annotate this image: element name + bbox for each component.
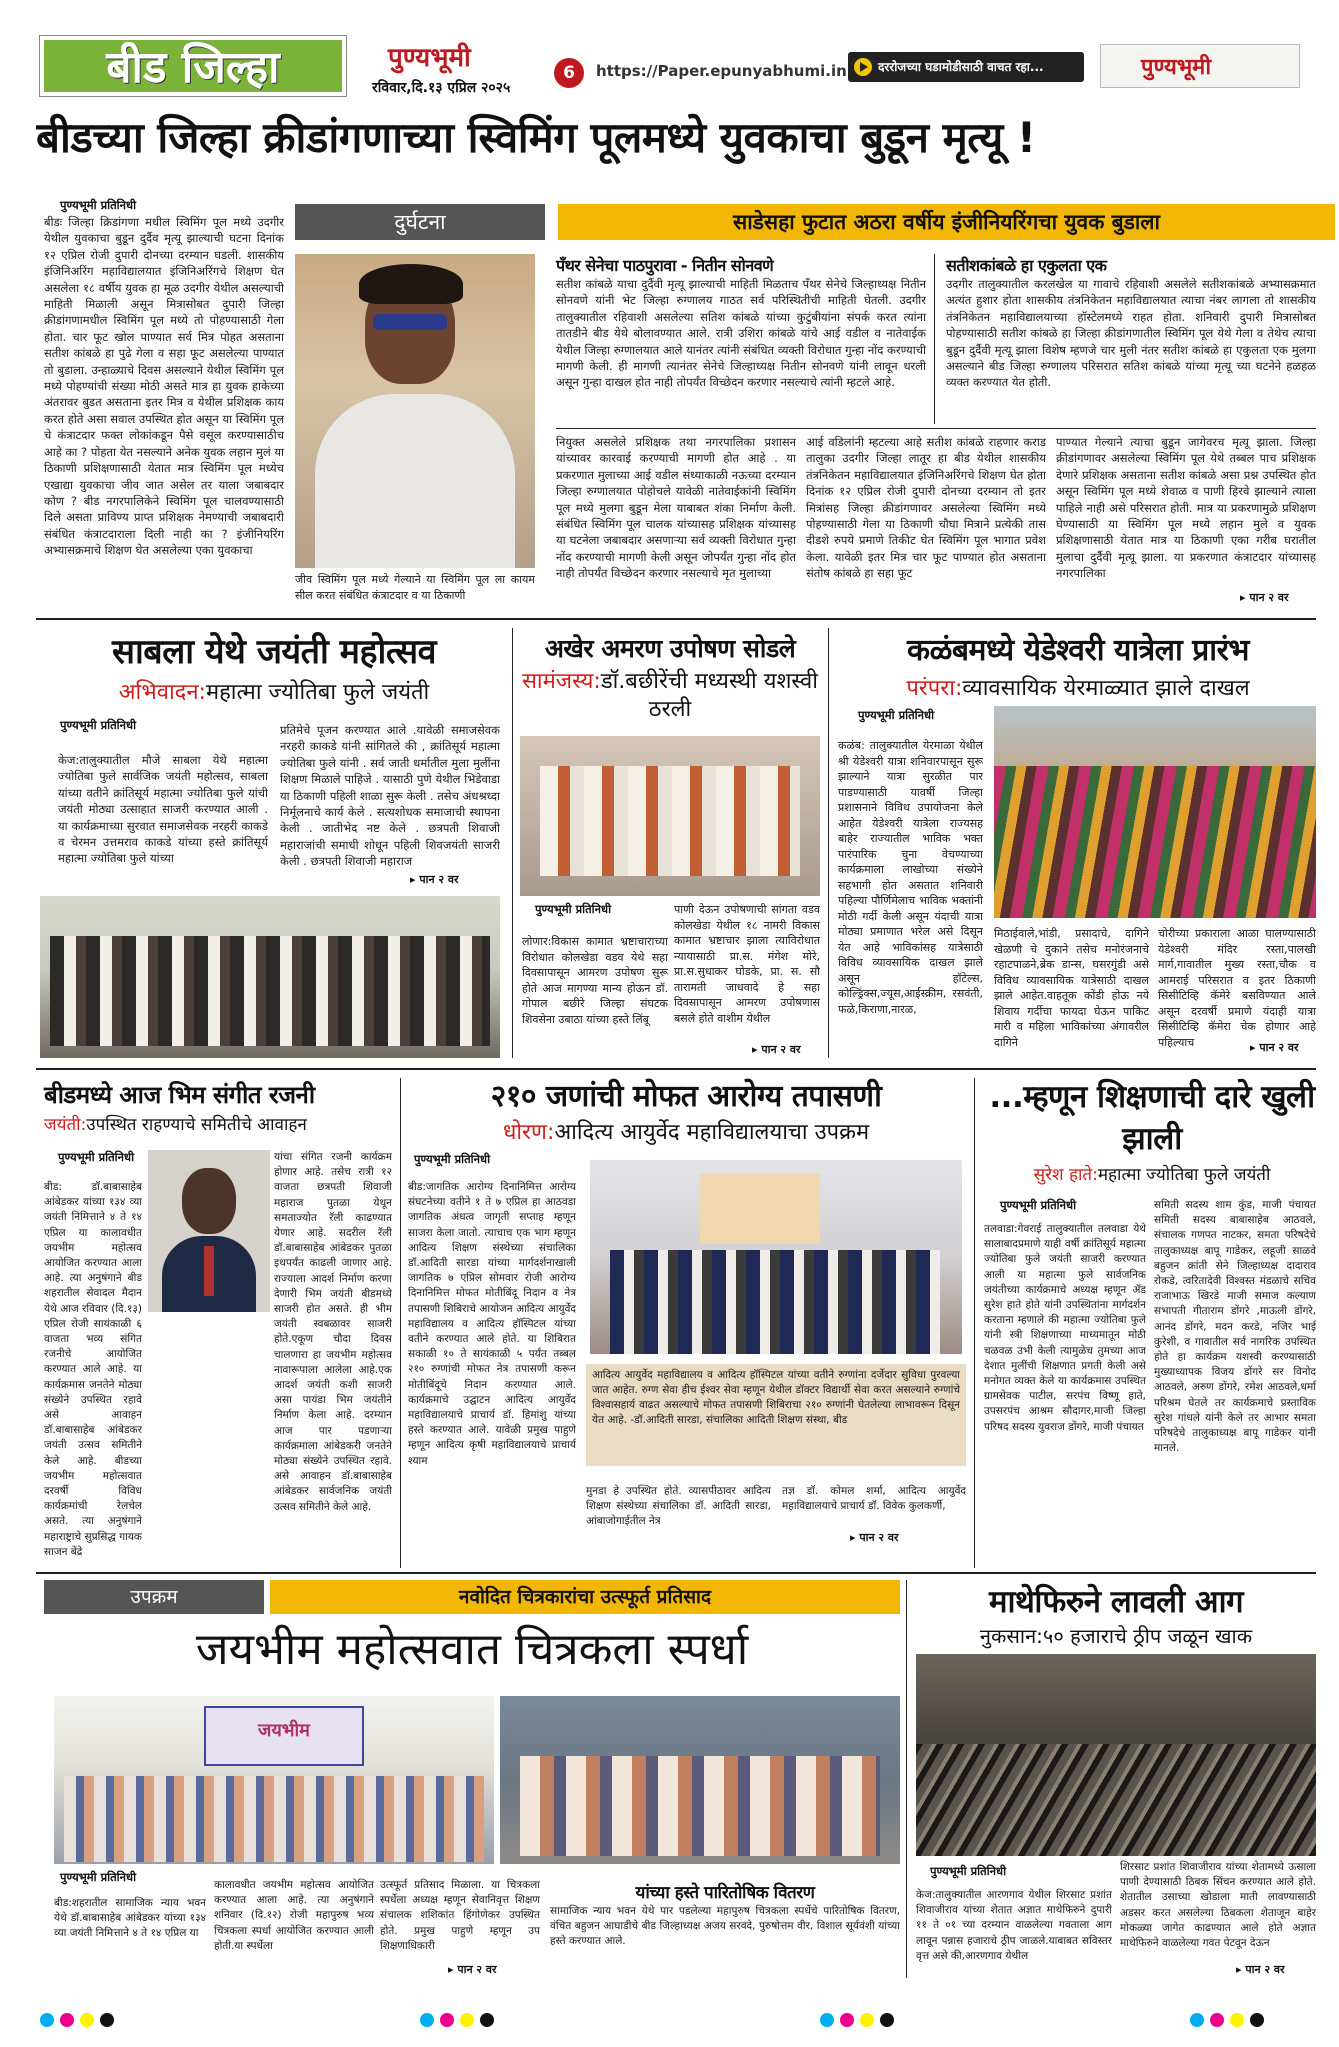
s2-kicker-text: डॉ.बछीरेंची मध्यस्थी यशस्वी ठरली [600,669,818,722]
lead-col2: सतीश कांबळे याचा दुर्दैवी मृत्यू झाल्याची माहिती मिळताच पँथर सेनेचे जिल्हाध्यक्ष नितीन सोनवणे यांनी भेट जिल्हा रुग्णालय गाठत सर्व परिस्थितीची माहिती घेतली. उदगीर तालुक्यातील रहिवाशी असलेल्या सतिश कांबळे यांच्या कुटुंबीयांना संपर्क करत त्यांना तातडीने बीड येथे बोलावण्यात आले. रात्री उशिरा कांबळे यांचे आई वडील व नातेवाईक येथील जिल्हा रुग्णालयात आले यानंतर त्यांनी संबंधित व्यक्ती विरोधात गुन्हा नोंद करण्याची मागणी केली. ही मागणी त्यानंतर सेनेचे जिल्हाध्यक्ष नितीन सोनवणे यांनी लावून धरली असून गुन्हा दाखल होत नाही तोपर्यंत विच्छेदन करणार नसल्याचे त्यांनी म्हटले आहे. [556,277,926,390]
vdivider-r3-b [974,1078,975,1568]
vdivider-r4 [906,1580,907,1978]
s7-continued[interactable]: ▸ पान २ वर [448,1963,497,1976]
portrait-shirt [315,394,515,568]
group-staff [610,1250,940,1354]
s4-kicker-text: उपस्थित राहण्याचे समितीचे आवाहन [86,1115,307,1135]
site-url[interactable]: https://Paper.epunyabhumi.in [596,62,847,80]
s2-byline: पुण्यभूमी प्रतिनिधी [535,902,612,916]
lead-headline: बीडच्या जिल्हा क्रीडांगणाच्या स्विमिंग पूलमध्ये युवकाचा बुडून मृत्यू ! [36,113,1036,162]
s8-photo-fire [916,1654,1316,1856]
registration-marks-mid2 [820,2012,900,2031]
s7-col2: कालावधीत जयभीम महोत्सव आयोजित करण्यात आला आहे. त्या अनुषंगाने शनिवार (दि.१२) रोजी महापुरुष भव्य चित्रकला स्पर्धा आयोजित करण्यात आली होती.या स्पर्धेला [214,1879,374,1952]
registration-marks [40,2012,120,2031]
lead-byline: पुण्यभूमी प्रतिनिधी [60,198,137,212]
s4-photo-ambedkar [148,1150,270,1312]
s3-col3: चोरीच्या प्रकाराला आळा घालण्यासाठी येडेश्वरी मंदिर रस्ता,पालखी मार्ग,गावातील मुख्य रस्ता,चौक व आमराई परिसरात व इतर ठिकाणी सिसीटिव्हि कॅमेरे बसविण्यात आले असून दरवर्षी प्रमाणे यंदाही यात्रा सिसीटिव्हि कॅमेरा चेक होणार आहे पहिल्याच [1158,927,1316,1049]
s1-headline: साबला येथे जयंती महोत्सव [112,632,436,672]
s5-col1: बीड:जागतिक आरोग्य दिनानिमित्त आरोग्य संघटनेच्या वतीने १ ते ७ एप्रिल हा आठवडा जागतिक अंधत्व जागृती सप्ताह म्हणून साजरा केला जातो. त्याचाच एक भाग म्हणून आदित्य शिक्षण संस्थेच्या संचालिका डॉ.आदिती सारडा यांच्या मार्गदर्शनाखाली जागतिक ७ एप्रिल सोमवार रोजी आरोग्य दिनानिमित्त मोफत मोतीबिंदू निदान व नेत्र तपासणी शिबिराचे आयोजन आदित्य आयुर्वेद महाविद्यालय व आदित्य हॉस्पिटल यांच्या वतीने करण्यात आले होते. या शिबिरात सकाळी १० ते सायंकाळी ५ पर्यंत तब्बल २१० रुग्णांची मोफत नेत्र तपासणी करून मोतीबिंदूचे निदान करण्यात आले. कार्यक्रमाचे उद्घाटन आदित्य आयुर्वेद महाविद्यालयाचे प्राचार्य डॉ. हिमांशु यांच्या हस्ते करण्यात आले. यावेळी प्रमुख पाहुणे म्हणून आदित्य कृषी महाविद्यालयाचे प्राचार्य श्याम [408,1181,576,1467]
lead-col6: पाण्यात गेल्याने त्याचा बुडून जागेवरच मृत्यू झाला. जिल्हा क्रीडांगणावर असलेल्या स्विमिंग पूल येथे तब्बल पाच प्रशिक्षक देणारे प्रशिक्षक असताना सतीश कांबळे असा प्रश्न उपस्थित होत असून स्विमिंग पूल मध्ये शेवाळ व पाणी हिरवे झाल्याने त्याला पाहिले नाही असे परिसरात होती. मात्र या प्रकरणामुळे प्रशिक्षण घेण्यासाठी या स्विमिंग पूल मध्ये लहान मुले व युवक प्रशिक्षणासाठी येतात मात्र या ठिकाणी एका गरीब घरातील मुलाचा दुर्दैवी मृत्यू झाला. या प्रकरणात कंत्राटदार यांच्यासह नगरपालिका [1056,435,1316,581]
divider-1 [36,618,1316,620]
s5-caption: आदित्य आयुर्वेद महाविद्यालय व आदित्य हॉस्पिटल यांच्या वतीने रुग्णांना दर्जेदार सुविधा पुरवल्या जात आहेत. रुग्ण सेवा हीच ईश्वर सेवा म्हणून येथील डॉक्टर विद्यार्थी सेवा करत असल्याने रुग्णांचे विश्वासहार्य वाढत असल्याचे मोफत तपासणी शिबिराचा २१० रुग्णांनी घेतलेल्या लाभावरून दिसून येत आहे. -डॉ.आदिती सारडा, संचालिका आदिती शिक्षण संस्था, बीड [586,1364,966,1466]
district-title: बीड जिल्हा [106,42,280,93]
s6-kicker-text: महात्मा ज्योतिबा फुले जयंती [1097,1165,1271,1185]
s1-col1: केज:तालुक्यातील मौजे साबला येथे महात्मा ज्योतिबा फुले सार्वजिक जयंती महोत्सव, साबला यांच्या वतीने क्रांतिसूर्य महात्मा ज्योतिबा फुले यांची जयंती मोठ्या उत्साहात साजरी करण्यात आली . या कार्यक्रमाच्या सुरवात समाजसेवक नरहरी काकडे व चेरमन उत्तमराव काकडे यांच्या हस्ते क्रांतिसूर्य महात्मा ज्योतिबा फुले यांच्या [58,753,268,866]
s1-col2: प्रतिमेचे पूजन करण्यात आले .यावेळी समाजसेवक नरहरी काकडे यांनी सांगितले की , क्रांतिसूर्य महात्मा ज्योतिबा फुले यांनी . सर्व जाती धर्मातील मुला मुलींना शिक्षण मिळाले पाहिजे . यासाठी पुणे येथील भिडेवाडा या ठिकाणी पहिली शाळा सुरू केली . तसेच अंधश्रध्दा निर्मूलनाचे कार्य केले . सत्यशोधक समाजाची स्थापना केली . जातीभेद नष्ट केले . छत्रपती शिवाजी महाराजांची समाधी शोधून पहिली शिवजयंती साजरी केली . छत्रपती शिवाजी महाराज [280,723,500,869]
s5-kicker [406,1116,966,1146]
s7-banner [204,1706,364,1766]
s2-photo [520,736,820,896]
s3-byline: पुण्यभूमी प्रतिनिधी [858,708,935,722]
s7-byline: पुण्यभूमी प्रतिनिधी [60,1870,137,1884]
lead-subhead-bar [558,204,1335,240]
s7-section-tag [44,1580,264,1614]
divider-2 [36,1068,1316,1070]
s6-kicker-label: सुरेश हाते: [1033,1165,1098,1185]
s1-photo [40,896,500,1058]
s1-kicker [44,676,504,706]
s5-byline: पुण्यभूमी प्रतिनिधी [414,1152,491,1166]
s6-headline: ...म्हणून शिक्षणाची दारे खुली झाली [989,1079,1315,1157]
s2-headline: अखेर अमरण उपोषण सोडले [544,634,796,663]
s5-col3: तज्ञ डॉ. कोमल शर्मा, आदित्य आयुर्वेद महाविद्यालयाचे प्राचार्य डॉ. विवेक कुलकर्णी, [782,1485,966,1513]
s1-kicker-text: महात्मा ज्योतिबा फुले जयंती [205,680,430,705]
masthead [0,0,1339,96]
s6-col1: तलवाडा:गेवराई तालुक्यातील तलवाडा येथे सालाबादप्रमाणे याही वर्षी क्रांतिसूर्य महात्मा ज्योतिबा फुले जयंती साजरी करण्यात आली या महात्मा फुले सार्वजनिक जयंतीच्या कार्यक्रमाचे अध्यक्ष म्हणून ॲड सुरेश हाते होते यांनी उपस्थितांना मार्गदर्शन करताना म्हणाले की महात्मा ज्योतिबा फुले यांनी स्त्री शिक्षणाच्या माध्यमातून मोठी चळवळ उभी केली त्यामुळेच तुमच्या आज देशात मुलींची शिक्षणात प्रगती केली असे मनोगत व्यक्त केले या कार्यक्रमास उपस्थित ग्रामसेवक पाटील, सरपंच विष्णू हाते, उपसरपंच आश्रम सौदागर,माजी जिल्हा परिषद सदस्य युवराज डोंगरे, माजी पंचायत [984,1223,1146,1433]
s7-section-label: उपक्रम [130,1586,178,1608]
masthead-thumb [1100,44,1300,88]
divider-3 [36,1572,1316,1574]
crowd [994,766,1316,918]
s7-col3: उत्स्फूर्त प्रतिसाद मिळाला. या चित्रकला स्पर्धेला अध्यक्ष म्हणून सेवानिवृत्त शिक्षण संचालक शशिकांत हिंगोणेकर उपस्थित होते. प्रमुख पाहुणे म्हणून उप शिक्षणाधिकारी [380,1879,540,1952]
s8-col2: शिरसाट प्रशांत शिवाजीराव यांच्या शेतामध्ये ऊसाला पाणी देण्यासाठी ठिबक सिंचन करण्यात आले होते. शेतातील उसाच्या खोडाला माती लावण्यासाठी अडसर करत असलेल्या ठिबकला शेताजून बाहेर मोकळ्या जागेत काढण्यात आले होते अज्ञात माथेफिरुने वाळलेल्या गवत पेटवून देऊन [1120,1861,1316,1950]
s7-headline: जयभीम महोत्सवात चित्रकला स्पर्धा [195,1624,749,1675]
s3-headline: कळंबमध्ये येडेश्वरी यात्रेला प्रारंभ [907,633,1249,668]
s2-continued[interactable]: ▸ पान २ वर [752,1043,801,1056]
s7-banner-text: जयभीम [258,1720,310,1741]
group-people [50,936,490,1046]
s5-photo [590,1160,962,1354]
ticker-bar [848,52,1084,82]
s5-kicker-text: आदित्य आयुर्वेद महाविद्यालयाचा उपक्रम [554,1120,870,1145]
s4-col2: यांचा संगित रजनी कार्यक्रम होणार आहे. तसेच रात्री १२ वाजता छत्रपती शिवाजी महाराज पुतळा येथून समताज्योत रॅली काढण्यात येणार आहे. सदरील रॅली डॉ.बाबासाहेब आंबेडकर पुतळा इथपर्यंत काढली जाणार आहे. राज्याला आदर्श निर्माण करणा देणारी भिम जयंती बीडमध्ये साजरी होत असते. ही भीम जयंती स्वबळावर साजरी होते.एकूण चौदा दिवस चालणारा हा जयभीम महोत्सव नावारूपाला आलेला आहे.एक आदर्श जयंती कशी साजरी असा पायंडा भिम जयंतीने निर्माण केला आहे. दरम्यान आज पार पडणाऱ्या कार्यक्रमाला आंबेडकरी जनतेने मोठ्या संख्येने उपस्थित रहावे. असे आवाहन डॉ.बाबासाहेब आंबेडकर सार्वजनिक जयंती उत्सव समितीने केले आहे. [274,1151,392,1513]
s8-headline: माथेफिरुने लावली आग [988,1584,1244,1620]
lead-col3: उदगीर तालुक्यातील करलखेल या गावाचे रहिवाशी असलेले सतीशकांबळे अभ्यासक्रमात अत्यंत हुशार होता शासकीय तंत्रनिकेतन महाविद्यालयात त्याचा नंबर लागला तो शासकीय तंत्रनिकेतन महाविद्यालयाच्या हॉस्टेलमध्ये राहत होता. शनिवारी दुपारी मित्रासोबत पोहण्यासाठी सतीश कांबळे हा जिल्हा क्रीडांगणातील स्विमिंग पूल येथे गेला व तेथेच त्याचा बुडून दुर्दैवी मृत्यू झाला विशेष म्हणजे चार मुली नंतर सतीश कांबळे हा एकुलता एक मुलगा असल्याने बीड जिल्हा रुग्णालय परिसरात सतिश कांबळे यांच्या मृत्यू च्या घटनेने हळहळ व्यक्त करण्यात येत होती. [946,277,1316,390]
masthead-date: रविवार,दि.१३ एप्रिल २०२५ [372,80,511,96]
lead-h3: सतीशकांबळे हा एकुलता एक [946,256,1107,275]
portrait-head-2 [182,1168,236,1234]
s3-col2: मिठाईवाले,भांडी, प्रसादाचे, दागिने खेळणी चे दुकाने तसेच मनोरंजनाचे रहाटपाळने,ब्रेक डान्स, घसरगुंडी असे विविध व्यावसायिक यात्रेसाठी दाखल झाले आहेत.वाहतूक कोंडी होऊ नये शिवाय गर्दीचा फायदा घेऊन पाकिट मारी व महिला भाविकांच्या अंगावरील दागिने [994,927,1149,1049]
s1-byline: पुण्यभूमी प्रतिनिधी [60,718,137,732]
s5-headline: २१० जणांची मोफत आरोग्य तपासणी [490,1079,882,1114]
lead-continued[interactable]: ▸ पान २ वर [1240,591,1289,604]
lead-rule [556,428,1316,429]
lead-h2: पँथर सेनेचा पाठपुरावा - नितीन सोनवणे [556,256,774,275]
s6-byline: पुण्यभूमी प्रतिनिधी [1000,1198,1077,1212]
lead-photo [295,254,535,568]
s2-kicker-label: सामंजस्य: [522,669,601,694]
lead-subhead: साडेसहा फुटात अठरा वर्षीय इंजीनियरिंगचा युवक बुडाला [733,210,1160,234]
s1-kicker-label: अभिवादन: [118,680,206,705]
s4-headline: बीडमध्ये आज भिम संगीत रजनी [44,1081,315,1109]
ticker-text: दररोजच्या घडामोडीसाठी वाचत रहा... [878,60,1044,74]
lead-caption: जीव स्विमिंग पूल मध्ये गेल्याने या स्विमिंग पूल ला कायम सील करत संबंधित कंत्राटदार व या ठिकाणी [295,573,535,602]
registration-marks-mid [420,2012,500,2031]
portrait-tie [204,1246,214,1296]
s7-subhead: नवोदित चित्रकारांचा उत्स्फूर्त प्रतिसाद [458,1586,712,1608]
s5-col2: मुनडा हे उपस्थित होते. व्यासपीठावर आदित्य शिक्षण संस्थेच्या संचालिका डॉ. आदिती सारडा, आंबाजोगाईतील नेत्र [586,1485,771,1528]
vdivider-r3-a [400,1078,401,1568]
lead-col-divider [934,254,935,424]
s5-continued[interactable]: ▸ पान २ वर [850,1531,899,1544]
play-triangle-icon [860,62,868,72]
masthead-brand-2: पुण्यभूमी [1141,55,1212,80]
s7-photo-2 [500,1696,900,1864]
s8-col1: केज:तालुक्यातील आरणगाव येथील शिरसाट प्रशांत शिवाजीराव यांच्या शेतात अज्ञात माथेफिरुने दुपारी ११ ते ०१ च्या दरम्यान वाळलेल्या गवताला आग लावून पन्नास हजाराचे ठ्रीप जाळले.याबाबत सविस्तर वृत्त असे की,आरणगाव येथील [916,1889,1112,1962]
s7-photo-1 [54,1696,494,1864]
page-number: 6 [554,58,584,88]
s8-continued[interactable]: ▸ पान २ वर [1236,1963,1285,1976]
section-tag-accident [295,204,545,240]
s6-col2: समिती सदस्य शाम कुंड, माजी पंचायत समिती सदस्य बाबासाहेब आठवले, संचालक गणपत नाटकर, समता परिषदेचे तालुकाध्यक्ष बापू गाडेकर, लहूजी साळवे बहुजन क्रांती सेने जिल्हाध्यक्ष दादाराव रोकडे, त्वरितादेवी विश्वस्त मंडळाचे सचिव राजाभाऊ खिरडे माजी समाज कल्याण सभापती गीताराम डोंगरे ,माऊली डोंगरे, आनंद डोंगरे, मदन करडे, नजिर भाई कुरेशी, व गावातील सर्व नागरिक उपस्थित होते हा कार्यक्रम यशस्वी करण्यासाठी मुख्याध्यापक विजय डोंगरे सर विनोद आठवले, अरुण डोंगरे, रमेश आठवले,धर्मा परिश्रम घेतले तर कार्यक्रमाचे प्रस्ताविक सुरेश गांधले यांनी केले तर आभार समता परिषदेचे तालुकाध्यक्ष बापू गाडेकर यांनी मानले. [1154,1199,1316,1455]
s7-col1: बीड:शहरातील सामाजिक न्याय भवन येथे डॉ.बाबासाहेब आंबेडकर यांच्या १३४ व्या जयंती निमित्ताने ४ ते १४ एप्रिल या [54,1897,206,1940]
stage-people [540,766,800,876]
district-box [40,36,346,96]
s5-kicker-label: धोरण: [502,1120,555,1145]
vdivider-r2-b [828,628,829,1058]
section-tag-label: दुर्घटना [394,210,446,234]
s3-photo [994,706,1316,918]
s1-continued[interactable]: ▸ पान २ वर [410,873,459,886]
s4-kicker [44,1112,384,1135]
s7-col4: सामाजिक न्याय भवन येथे पार पडलेल्या महापुरुष चित्रकला स्पर्धेचे पारितोषिक वितरण, वंचित बहुजन आघाडीचे बीड जिल्हाध्यक्ष अजय सरवदे, पुरुषोत्तम वीर, विशाल सूर्यवंशी यांच्या हस्ते करण्यात आले. [550,1905,900,1948]
portrait-hair [359,264,463,304]
s3-kicker-text: व्यावसायिक येरमाळ्यात झाले दाखल [962,676,1250,701]
lead-col4: नियुक्त असलेले प्रशिक्षक तथा नगरपालिका प्रशासन यांच्यावर कारवाई करण्याची मागणी होत आहे . या प्रकरणात मुलाच्या आई वडील संध्याकाळी नऊच्या दरम्यान जिल्हा रुग्णालयात पोहोचले यावेळी नातेवाईकांनी स्विमिंग पूल मध्ये मुलगा बुडून मेला याबाबत शंका निर्माण केली. संबंधित स्विमिंग पूल चालक यांच्यासह प्रशिक्षक यांच्यासह या घटनेला जबाबदार असणाऱ्या सर्व व्यक्ती विरोधात गुन्हा नोंद करण्याची मागणी केली असून जोपर्यंत गुन्हा नोंद होत नाही तोपर्यंत विच्छेदन करणार नसल्याचे मृत मुलाच्या [556,435,796,581]
sunglasses-icon [373,314,447,330]
hospital-poster [700,1174,820,1244]
s6-kicker [984,1162,1320,1185]
vdivider-r2-a [512,628,513,1058]
s3-kicker [838,672,1318,702]
registration-marks-right [1190,2012,1270,2031]
s2-col2: पाणी देऊन उपोषणाची सांगता वडव कोलखेडा येथील १८ नामरी विकास कामात भ्रष्टाचार झाला त्याविरोधात न्यायासाठी प्रा.स. मंगेश मोरे, प्रा.स.सुधाकर घोडके, प्रा. स. सौ तारामती जाधवादे हे सहा दिवसापासून आमरण उपोषणास बसले होते वाशीम येथील [674,903,820,1025]
masthead-brand: पुण्यभूमी [388,43,471,73]
burnt-field [916,1744,1316,1856]
s3-col1: कळंब: तालुक्यातील येरमाळा येथील श्री येडेश्वरी यात्रा शनिवारपासून सुरू झाल्याने यात्रा सुरळीत पार पाडण्यासाठी यावर्षी जिल्हा प्रशासनाने विविध उपायोजना केले आहेत येडेश्वरी यात्रेला राज्यसह बाहेर राज्यातील भाविक भक्त पारंपारिक चुना वेचण्याच्या कार्यक्रमाला लाखोच्या संख्येने सहभागी होत असतात शनिवारी पहिल्या पौर्णिमेलाच भाविक भक्तांनी मोठी गर्दी केली असून यंदाची यात्रा मोठ्या प्रमाणात भरेल असे दिसून येत आहे भाविकांसह यात्रेसाठी विविध व्यावसायिक दाखल झाले असून हॉटेल्स, कोल्ड्रिंक्स,ज्यूस,आईस्क्रीम, रसवंती, फळे,किराणा,नारळ, [838,739,983,1016]
s2-col1: लोणार:विकास कामात भ्रष्टाचाराच्या विरोधात कोलखेडा वडव येथे सहा दिवसापासून आमरण उपोषण सुरू होते आज मागण्या मान्य होऊन डॉ. गोपाल बछीरे जिल्हा संघटक शिवसेना उबाठा यांच्या हस्ते लिंबू [522,935,668,1026]
s3-continued[interactable]: ▸ पान २ वर [1250,1041,1299,1054]
s7-subhead-bar [270,1580,900,1614]
s4-kicker-label: जयंती: [44,1115,87,1135]
s2-kicker [520,668,820,724]
s7-h2: यांच्या हस्ते पारितोषिक वितरण [635,1883,815,1903]
s4-col1: बीड: डॉ.बाबासाहेब आंबेडकर यांच्या १३४ व्या जयंती निमित्ताने ४ ते १४ एप्रिल या कालावधीत जयभीम महोत्सव आयोजित करण्यात आला आहे. त्या अनुषंगाने बीड शहरातील सेवादल मैदान येथे आज रविवार (दि.१३) एप्रिल रोजी सायंकाळी ६ वाजता भव्य संगित रजनीचे आयोजित करण्यात आले आहे. या कार्यक्रमास जनतेने मोठ्या संख्येने उपस्थित रहावे असे आवाहन डॉ.बाबासाहेब आंबेडकर जयंती उत्सव समितीने केले आहे. बीडच्या जयभीम महोत्सवात दरवर्षी विविध कार्यक्रमांची रेलचेल असते. त्या अनुषंगाने महाराष्ट्राचे सुप्रसिद्ध गायक साजन बेंद्रे [44,1181,142,1558]
s4-byline: पुण्यभूमी प्रतिनिधी [58,1150,135,1164]
lead-col5: आई वडिलांनी म्हटल्या आहे सतीश कांबळे राहणार कराड तालुका उदगीर जिल्हा लातूर हा बीड येथील शासकीय तंत्रनिकेतन महाविद्यालयात इंजिनिअरिंगचे शिक्षण घेत होता दिनांक १२ एप्रिल रोजी दुपारी दोनच्या दरम्यान तो इतर मित्रांसह जिल्हा क्रीडांगणावर असलेल्या स्विमिंग मध्ये पोहण्यासाठी गेला या ठिकाणी चौघा मित्राने प्रत्येकी तास दीडशे रुपये प्रमाणे तिकीट घेत स्विमिंग पूल भागात प्रवेश केला. यावेळी इतर मित्र चार फूट पाण्यात होत असताना संतोष कांबळे हा सहा फूट [806,435,1046,581]
s8-byline: पुण्यभूमी प्रतिनिधी [930,1864,1007,1878]
s8-kicker: नुकसान:५० हजाराचे ठ्रीप जळून खाक [979,1624,1253,1648]
drawing-kids [520,1756,880,1856]
children-group [64,1776,484,1862]
lead-col1: बीडः जिल्हा क्रिडांगणा मधील स्विमिंग पूल मध्ये उदगीर येथील युवकाचा बुडून दुर्दैव मृत्यू झाल्याची घटना दिनांक १२ एप्रिल रोजी दुपारी दोनच्या दरम्यान घडली. शासकीय इंजिनिअरिंग महाविद्यालयात इंजिनिअरिंगचे शिक्षण घेत असलेला १८ वर्षीय युवक हा मूळ उदगीर येथील असल्याची माहिती मिळाली असून मित्रासोबत दुपारी जिल्हा क्रीडांगणामधील स्विमिंग पूल मध्ये तो पोहण्यासाठी गेला होता. चार फूट खोल पाण्यात सर्व मित्र पोहत असताना सतीश कांबळे हा पुढे गेला व सहा फूट असलेल्या पाण्यात तो बुडाला. उन्हाळ्याचे दिवस असल्याने येथील स्विमिंग पूल मध्ये पोहण्यांची संख्या मोठी असते मात्र हा युवक हाकेच्या अंतरावर बुडत असताना इतर मित्र व येथील प्रशिक्षक काय करत होते असा सवाल उपस्थित होत असून या स्विमिंग पूल चे कंत्राटदार फक्त लोकांकडून पैसे वसूल करण्यासाठीच आहे का ? पोहता येत नसल्याने अनेक युवक लहान मुलं या ठिकाणी प्रशिक्षणासाठी येतात मात्र स्विमिंग पूल मध्येच एखाद्या युवकाचा जीव जात असेल तर याला जबाबदार कोण ? बीड नगरपालिकेने स्विमिंग पूल चालवण्यासाठी दिले असता प्राविण्य प्राप्त प्रशिक्षक नेमण्याची जबाबदारी संबंधित कंत्राटदाराला दिली नाही का ? इंजीनियरिंग अभ्यासक्रमाचे शिक्षण घेत असलेल्या एका युवकाचा [44,215,284,558]
s3-kicker-label: परंपरा: [906,676,963,701]
